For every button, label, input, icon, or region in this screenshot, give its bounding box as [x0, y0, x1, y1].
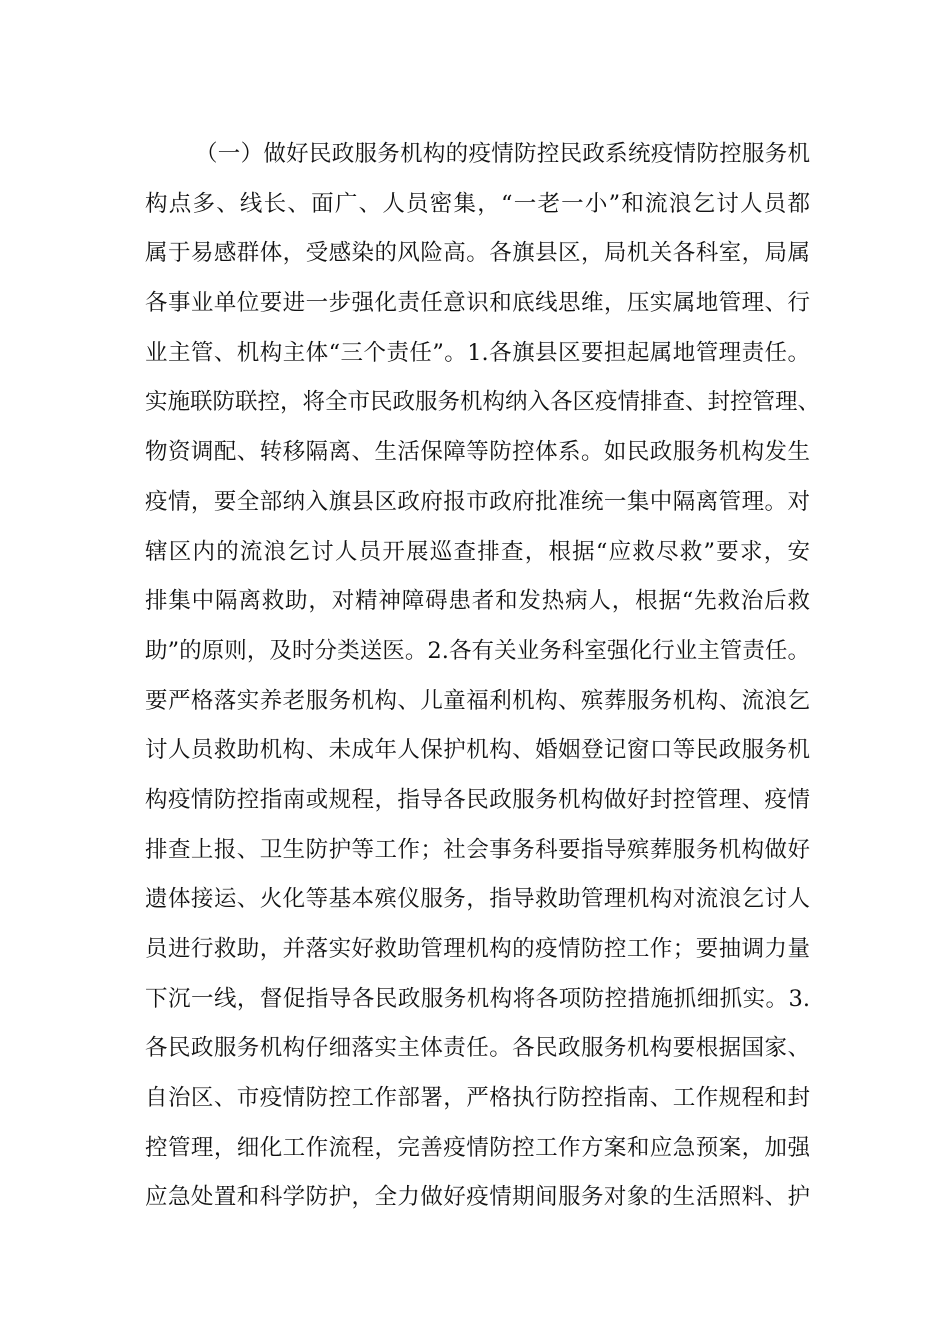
paragraph-line: 构点多、线长、面广、人员密集，“一老一小”和流浪乞讨人员都	[145, 190, 810, 217]
paragraph-line: 员进行救助，并落实好救助管理机构的疫情防控工作；要抽调力量	[145, 936, 810, 962]
paragraph-line: 下沉一线，督促指导各民政服务机构将各项防控措施抓细抓实。3.	[145, 985, 810, 1012]
paragraph-line: 讨人员救助机构、未成年人保护机构、婚姻登记窗口等民政服务机	[145, 737, 810, 764]
paragraph-line: 控管理，细化工作流程，完善疫情防控工作方案和应急预案，加强	[145, 1134, 810, 1161]
paragraph-line: 业主管、机构主体“三个责任”。1.各旗县区要担起属地管理责任。	[145, 339, 810, 366]
paragraph-line: 自治区、市疫情防控工作部署，严格执行防控指南、工作规程和封	[145, 1085, 810, 1112]
paragraph-line: 遗体接运、火化等基本殡仪服务，指导救助管理机构对流浪乞讨人	[145, 886, 810, 913]
paragraph-line: 各民政服务机构仔细落实主体责任。各民政服务机构要根据国家、	[145, 1035, 810, 1062]
paragraph-line: 构疫情防控指南或规程，指导各民政服务机构做好封控管理、疫情	[145, 786, 810, 813]
body-paragraph	[145, 130, 821, 1223]
paragraph-line: 辖区内的流浪乞讨人员开展巡查排查，根据“应救尽救”要求，安	[145, 538, 810, 565]
paragraph-line: 物资调配、转移隔离、生活保障等防控体系。如民政服务机构发生	[145, 439, 810, 466]
paragraph-line: 排查上报、卫生防护等工作；社会事务科要指导殡葬服务机构做好	[145, 836, 810, 863]
paragraph-line: 各事业单位要进一步强化责任意识和底线思维，压实属地管理、行	[145, 290, 810, 317]
paragraph-line: 应急处置和科学防护，全力做好疫情期间服务对象的生活照料、护	[145, 1184, 810, 1211]
paragraph-line: 疫情，要全部纳入旗县区政府报市政府批准统一集中隔离管理。对	[145, 488, 810, 515]
paragraph-line: 助”的原则，及时分类送医。2.各有关业务科室强化行业主管责任。	[145, 637, 810, 664]
paragraph-line: 属于易感群体，受感染的风险高。各旗县区，局机关各科室，局属	[145, 240, 810, 267]
paragraph-line: 实施联防联控，将全市民政服务机构纳入各区疫情排查、封控管理、	[145, 389, 821, 416]
paragraph-line: 要严格落实养老服务机构、儿童福利机构、殡葬服务机构、流浪乞	[145, 687, 810, 714]
paragraph-line: 排集中隔离救助，对精神障碍患者和发热病人，根据“先救治后救	[145, 588, 810, 615]
paragraph-line: （一）做好民政服务机构的疫情防控民政系统疫情防控服务机	[195, 141, 810, 167]
